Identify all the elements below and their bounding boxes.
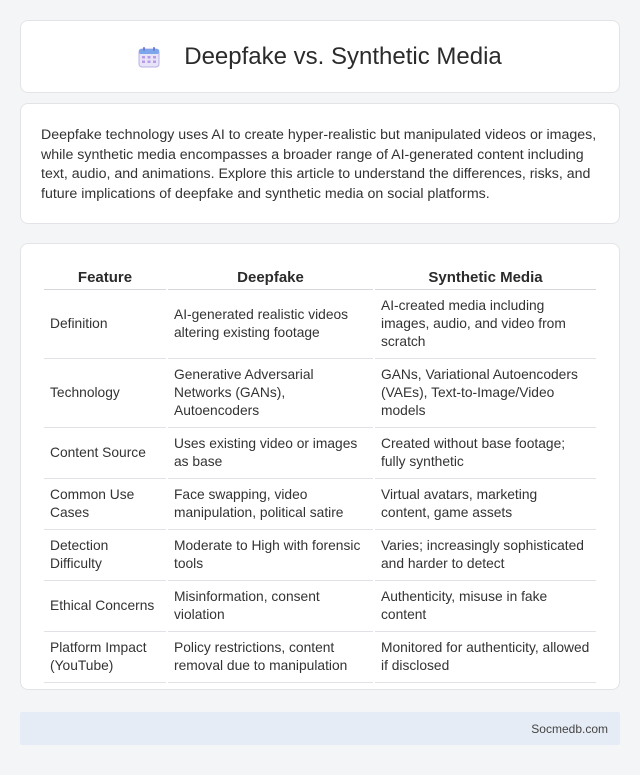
table-cell: Uses existing video or images as base [168,428,373,479]
table-cell: AI-generated realistic videos altering existing footage [168,290,373,359]
table-cell: Content Source [44,428,166,479]
header-synthetic-media: Synthetic Media [375,264,596,290]
header-deepfake: Deepfake [168,264,373,290]
table-row [44,428,596,479]
table-cell: Monitored for authenticity, allowed if disclosed [375,632,596,683]
comparison-table-card [20,243,620,690]
table-row [44,530,596,581]
table-cell: Virtual avatars, marketing content, game assets [375,479,596,530]
table-cell: Moderate to High with forensic tools [168,530,373,581]
table-cell: GANs, Variational Autoencoders (VAEs), Text-to-Image/Video models [375,359,596,428]
table-cell: Detection Difficulty [44,530,166,581]
table-cell: Ethical Concerns [44,581,166,632]
table-cell: Varies; increasingly sophisticated and harder to detect [375,530,596,581]
table-row [44,632,596,683]
title-card [20,20,620,93]
table-cell: Policy restrictions, content removal due to manipulation [168,632,373,683]
table-row [44,290,596,359]
table-cell: Definition [44,290,166,359]
calendar-icon [138,46,160,68]
comparison-table [42,264,598,683]
table-cell: Misinformation, consent violation [168,581,373,632]
table-row [44,359,596,428]
table-cell: Face swapping, video manipulation, political satire [168,479,373,530]
intro-card [20,103,620,224]
table-cell: AI-created media including images, audio, and video from scratch [375,290,596,359]
footer-site-link[interactable]: Socmedb.com [531,722,608,736]
table-row [44,581,596,632]
table-cell: Authenticity, misuse in fake content [375,581,596,632]
table-cell: Technology [44,359,166,428]
table-cell: Common Use Cases [44,479,166,530]
table-cell: Platform Impact (YouTube) [44,632,166,683]
table-header-row [44,264,596,290]
page-title: Deepfake vs. Synthetic Media [184,42,502,70]
intro-text: Deepfake technology uses AI to create hyper-realistic but manipulated videos or images, while synthetic media encompasses a broader range of AI-generated content including text, audio, and animations. Explore this article to understand the differences, risks, and future implications of deepfake and synthetic media on social platforms. [41,127,597,202]
table-row [44,479,596,530]
table-cell: Generative Adversarial Networks (GANs), Autoencoders [168,359,373,428]
table-cell: Created without base footage; fully synthetic [375,428,596,479]
footer [20,712,620,745]
header-feature: Feature [44,264,166,290]
